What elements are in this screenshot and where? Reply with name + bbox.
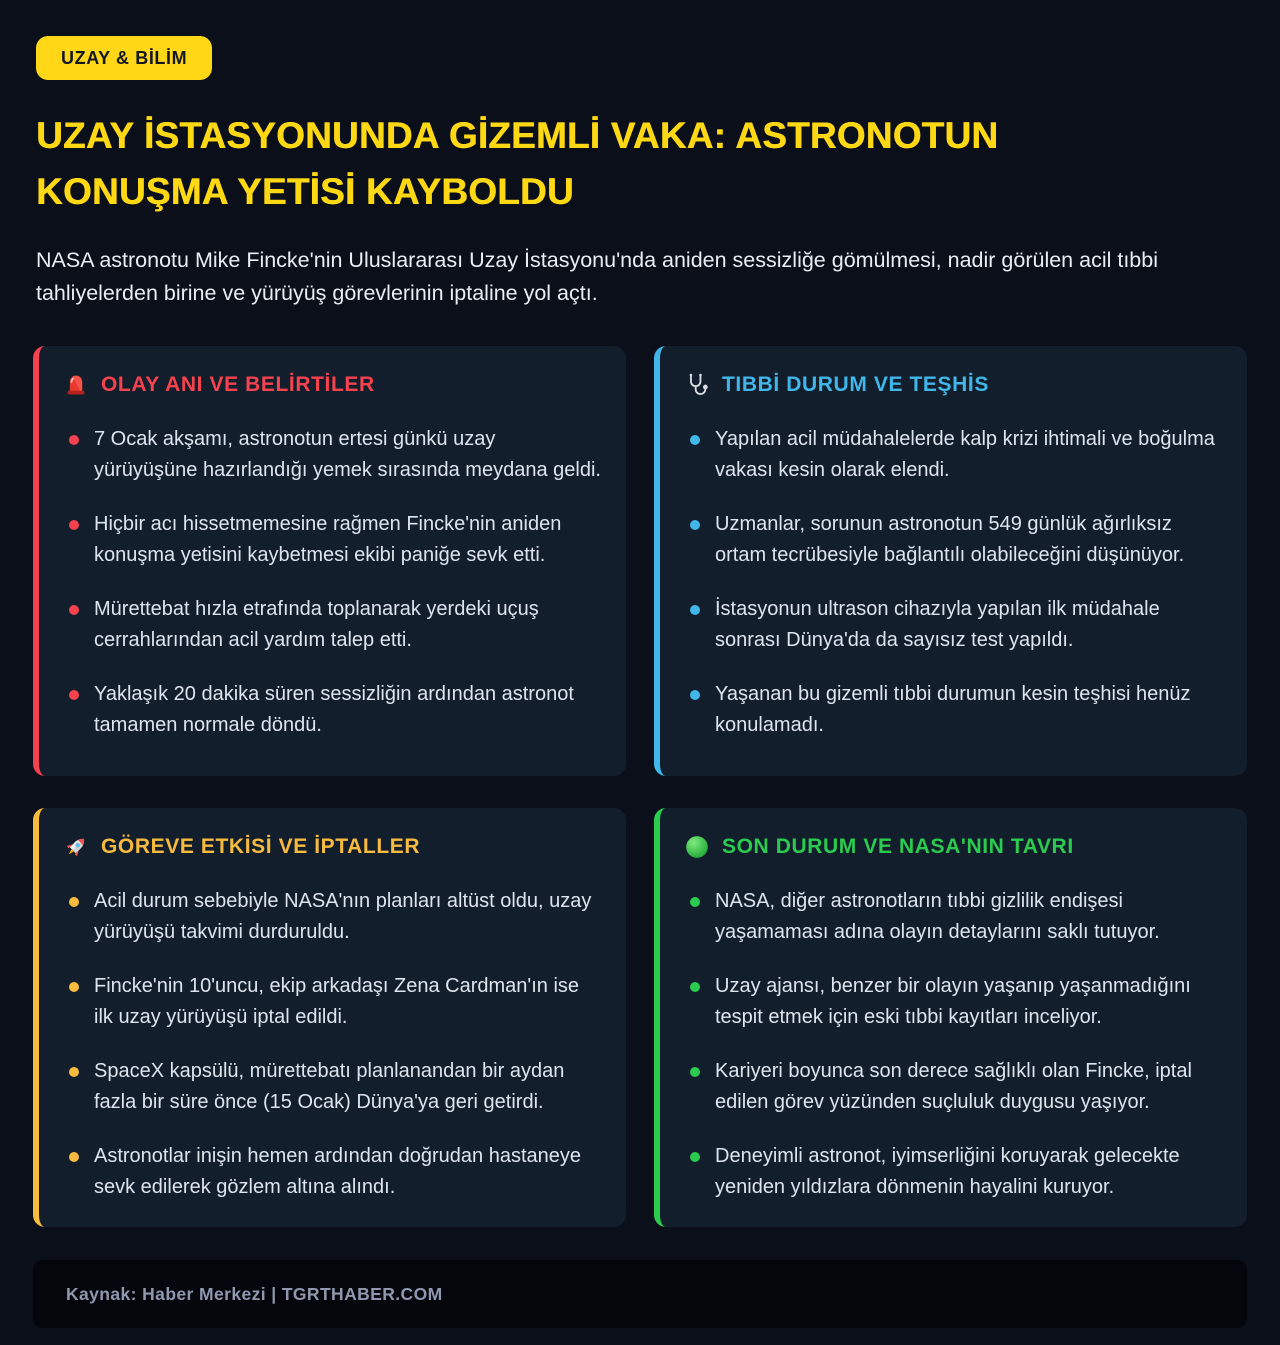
- bullet-list: [63, 886, 602, 1203]
- header: [33, 36, 1247, 310]
- card-title-row: [684, 834, 1223, 860]
- card-title-row: [684, 372, 1223, 398]
- police-light-icon: [63, 372, 89, 398]
- bullet-item: SpaceX kapsülü, mürettebatı planlanandan bir aydan fazla bir süre önce (15 Ocak) Dünya'ya geri getirdi.: [63, 1056, 602, 1118]
- card-medical-status: [654, 346, 1247, 776]
- bullet-item: Yaklaşık 20 dakika süren sessizliğin ardından astronot tamamen normale döndü.: [63, 679, 602, 741]
- card-latest-status: [654, 808, 1247, 1227]
- card-mission-impact: [33, 808, 626, 1227]
- bullet-list: [684, 424, 1223, 741]
- bullet-item: Kariyeri boyunca son derece sağlıklı olan Fincke, iptal edilen görev yüzünden suçluluk duygusu yaşıyor.: [684, 1056, 1223, 1118]
- card-title-text: OLAY ANI VE BELİRTİLER: [101, 373, 375, 396]
- category-badge: UZAY & BİLİM: [36, 36, 212, 80]
- bullet-item: Deneyimli astronot, iyimserliğini koruyarak gelecekte yeniden yıldızlara dönmenin hayalini kuruyor.: [684, 1141, 1223, 1203]
- card-title-row: [63, 834, 602, 860]
- stethoscope-icon: [684, 372, 710, 398]
- card-title-text: TIBBİ DURUM VE TEŞHİS: [722, 373, 989, 396]
- green-circle-icon: [684, 834, 710, 860]
- bullet-item: Yapılan acil müdahalelerde kalp krizi ihtimali ve boğulma vakası kesin olarak elendi.: [684, 424, 1223, 486]
- bullet-item: Astronotlar inişin hemen ardından doğrudan hastaneye sevk edilerek gözlem altına alındı.: [63, 1141, 602, 1203]
- card-title-text: GÖREVE ETKİSİ VE İPTALLER: [101, 835, 421, 858]
- bullet-item: Mürettebat hızla etrafında toplanarak yerdeki uçuş cerrahlarından acil yardım talep etti.: [63, 594, 602, 656]
- source-footer: [33, 1260, 1247, 1328]
- bullet-list: [684, 886, 1223, 1203]
- bullet-item: Uzmanlar, sorunun astronotun 549 günlük ağırlıksız ortam tecrübesiyle bağlantılı olabileceğini düşünüyor.: [684, 509, 1223, 571]
- card-incident-and-symptoms: [33, 346, 626, 776]
- cards-grid: [33, 346, 1247, 1227]
- card-title-text: SON DURUM VE NASA'NIN TAVRI: [722, 835, 1074, 858]
- rocket-icon: [63, 834, 89, 860]
- bullet-item: Hiçbir acı hissetmemesine rağmen Fincke'nin aniden konuşma yetisini kaybetmesi ekibi paniğe sevk etti.: [63, 509, 602, 571]
- bullet-item: 7 Ocak akşamı, astronotun ertesi günkü uzay yürüyüşüne hazırlandığı yemek sırasında meydana geldi.: [63, 424, 602, 486]
- bullet-list: [63, 424, 602, 741]
- bullet-item: Acil durum sebebiyle NASA'nın planları altüst oldu, uzay yürüyüşü takvimi durduruldu.: [63, 886, 602, 948]
- card-title-row: [63, 372, 602, 398]
- bullet-item: Yaşanan bu gizemli tıbbi durumun kesin teşhisi henüz konulamadı.: [684, 679, 1223, 741]
- page-title: UZAY İSTASYONUNDA GİZEMLİ VAKA: ASTRONOTUN KONUŞMA YETİSİ KAYBOLDU: [36, 115, 999, 212]
- page-subtitle: NASA astronotu Mike Fincke'nin Uluslararası Uzay İstasyonu'nda aniden sessizliğe gömülmesi, nadir görülen acil tıbbi tahliyelerden birine ve yürüyüş görevlerinin iptaline yol açtı.: [36, 248, 1158, 305]
- bullet-item: NASA, diğer astronotların tıbbi gizlilik endişesi yaşamaması adına olayın detaylarını saklı tutuyor.: [684, 886, 1223, 948]
- source-text: Kaynak: Haber Merkezi | TGRTHABER.COM: [66, 1283, 443, 1304]
- bullet-item: Uzay ajansı, benzer bir olayın yaşanıp yaşanmadığını tespit etmek için eski tıbbi kayıtları inceliyor.: [684, 971, 1223, 1033]
- bullet-item: İstasyonun ultrason cihazıyla yapılan ilk müdahale sonrası Dünya'da da sayısız test yapıldı.: [684, 594, 1223, 656]
- bullet-item: Fincke'nin 10'uncu, ekip arkadaşı Zena Cardman'ın ise ilk uzay yürüyüşü iptal edildi.: [63, 971, 602, 1033]
